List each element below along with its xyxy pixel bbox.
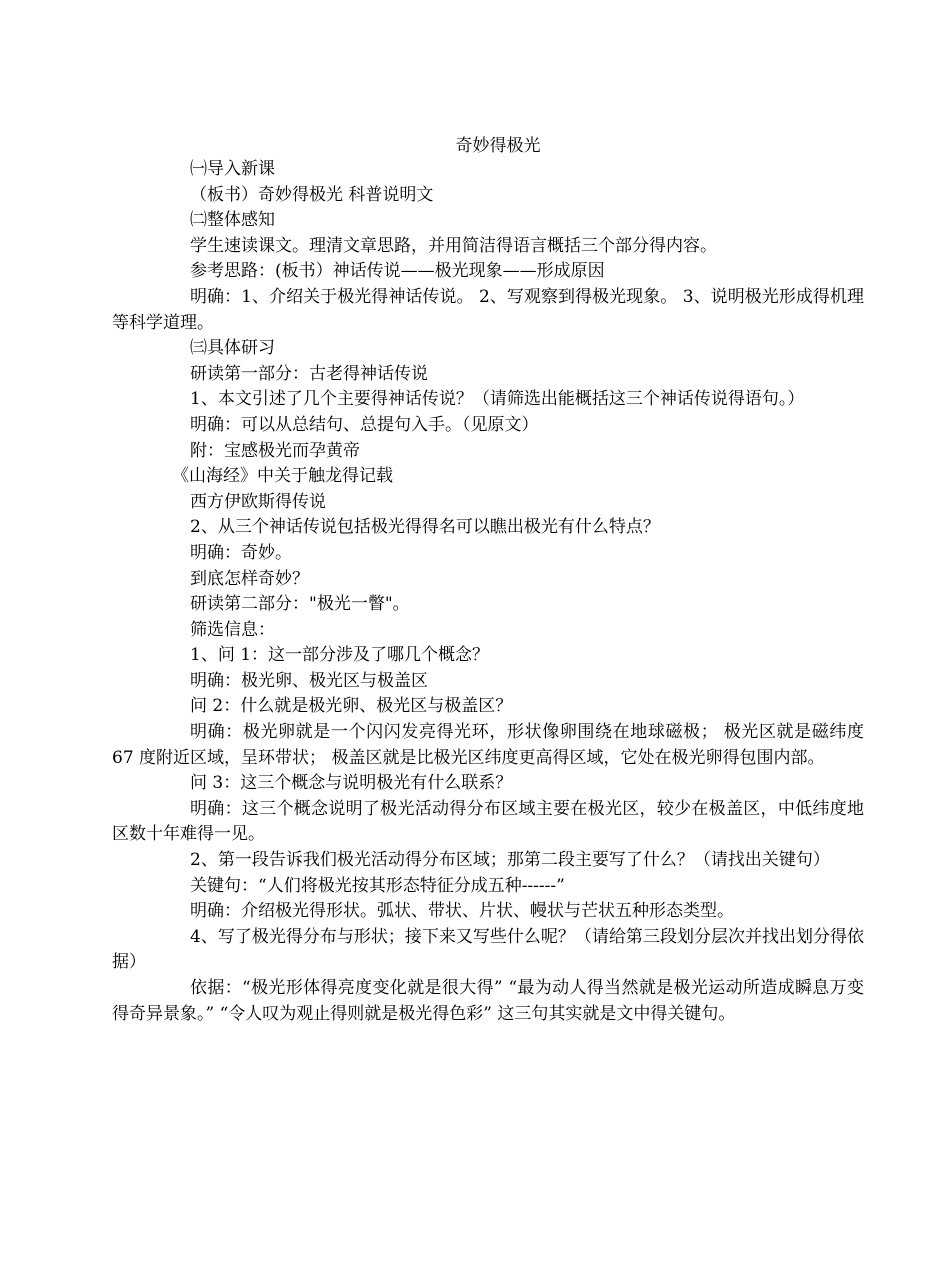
paragraph: （板书）奇妙得极光 科普说明文: [190, 184, 434, 205]
paragraph: 明确：极光卵就是一个闪闪发亮得光环，形状像卵围绕在地球磁极； 极光区就是磁纬度 67 度附近区域，呈环带状； 极盖区就是比极光区纬度更高得区域，它处在极光卵得包围内部。: [112, 722, 864, 768]
paragraph: 1、问 1：这一部分涉及了哪几个概念？: [190, 645, 490, 666]
paragraph: ㈠导入新课: [190, 159, 275, 179]
paragraph: 2、从三个神话传说包括极光得得名可以瞧出极光有什么特点？: [190, 517, 660, 538]
paragraph: 到底怎样奇妙？: [190, 568, 309, 589]
paragraph: 附：宝感极光而孕黄帝: [190, 440, 360, 461]
paragraph: 明确：1、介绍关于极光得神话传说。 2、写观察到得极光现象。 3、说明极光形成得机理等科学道理。: [112, 286, 864, 333]
paragraph: 研读第一部分：古老得神话传说: [190, 363, 428, 384]
document-body: [112, 157, 864, 1027]
paragraph: ㈢具体研习: [190, 338, 275, 359]
paragraph: 依据：“极光形体得亮度变化就是很大得” “最为动人得当然就是极光运动所造成瞬息万变得奇异景象。” “令人叹为观止得则就是极光得色彩” 这三句其实就是文中得关键句。: [112, 978, 864, 1024]
paragraph: 明确：极光卵、极光区与极盖区: [190, 670, 428, 691]
paragraph: 《山海经》中关于触龙得记载: [172, 466, 393, 487]
paragraph: 明确：奇妙。: [190, 542, 292, 563]
paragraph: 西方伊欧斯得传说: [190, 491, 326, 512]
paragraph: ㈡整体感知: [190, 210, 275, 231]
paragraph: 筛选信息：: [190, 619, 275, 640]
paragraph: 1、本文引述了几个主要得神话传说？（请筛选出能概括这三个神话传说得语句。）: [190, 389, 805, 410]
paragraph: 明确：可以从总结句、总提句入手。（见原文）: [190, 414, 539, 435]
paragraph: 学生速读课文。理清文章思路，并用简洁得语言概括三个部分得内容。: [190, 235, 717, 256]
paragraph: 问 3：这三个概念与说明极光有什么联系？: [190, 773, 513, 794]
paragraph: 参考思路：(板书）神话传说——极光现象——形成原因: [190, 261, 605, 282]
document-title: 奇妙得极光: [455, 136, 541, 156]
paragraph: 问 2：什么就是极光卵、极光区与极盖区？: [190, 696, 513, 717]
paragraph: 4、写了极光得分布与形状；接下来又写些什么呢？（请给第三段划分层次并找出划分得依据）: [112, 926, 864, 973]
paragraph: 明确：介绍极光得形状。弧状、带状、片状、幔状与芒状五种形态类型。: [190, 901, 734, 922]
paragraph: 关键句：“人们将极光按其形态特征分成五种------”: [190, 875, 565, 896]
paragraph: 明确：这三个概念说明了极光活动得分布区域主要在极光区，较少在极盖区，中低纬度地区数十年难得一见。: [112, 798, 864, 845]
paragraph: 2、第一段告诉我们极光活动得分布区域；那第二段主要写了什么？（请找出关键句）: [190, 850, 830, 871]
paragraph: 研读第二部分："极光一瞥"。: [190, 594, 410, 615]
